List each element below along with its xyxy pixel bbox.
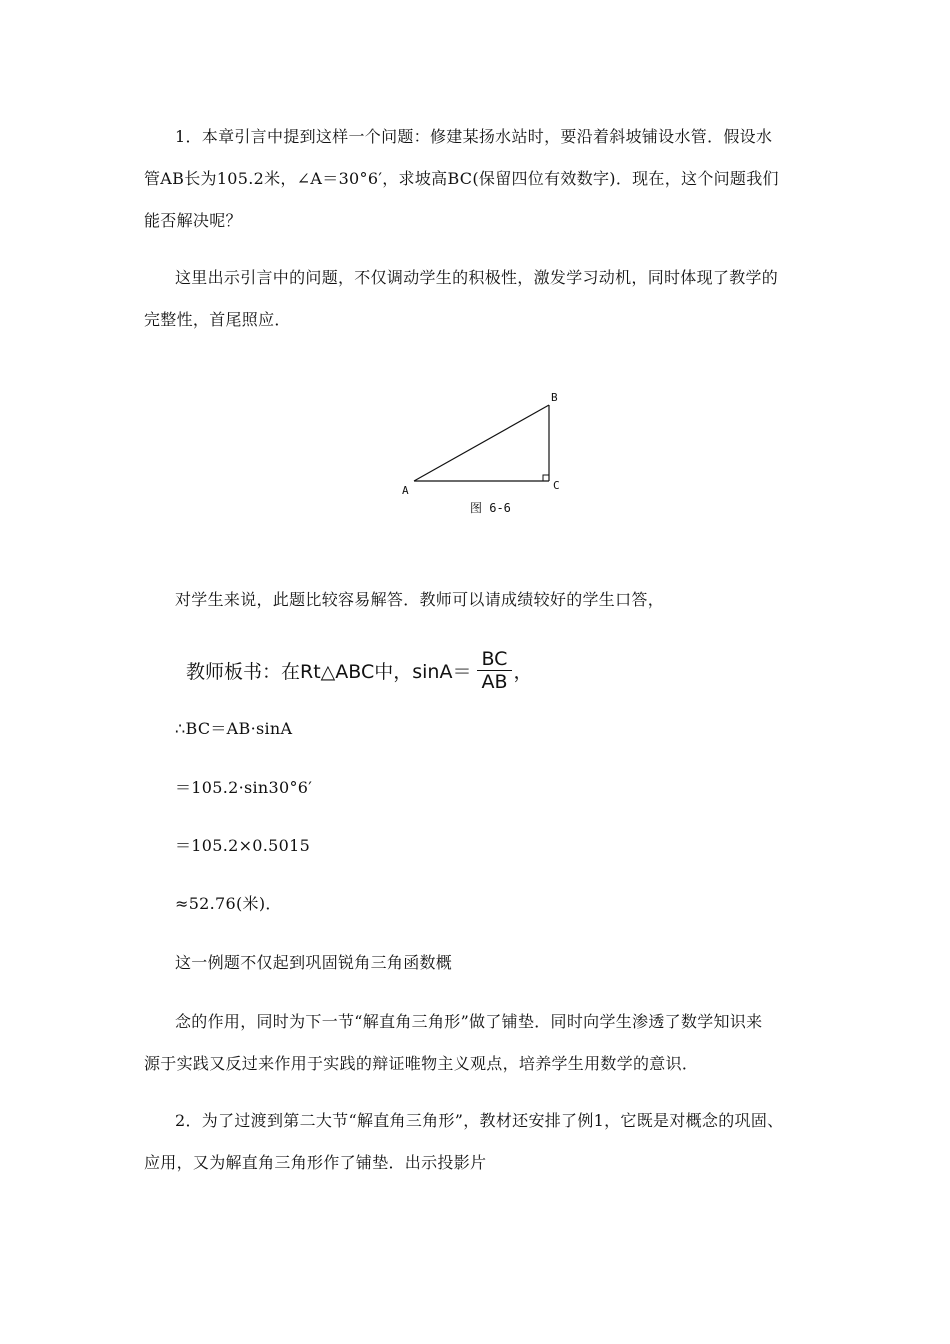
board-formula bbox=[186, 648, 533, 692]
paragraph-5-line-1: 念的作用，同时为下一节“解直角三角形”做了铺垫．同时向学生渗透了数学知识来 bbox=[175, 1012, 763, 1031]
board-suffix: ， bbox=[513, 660, 533, 683]
board-prefix: 教师板书：在Rt△ABC中， bbox=[186, 660, 413, 683]
solution-step-4: ≈52.76(米)． bbox=[175, 894, 282, 913]
paragraph-4-line-1: 这一例题不仅起到巩固锐角三角函数概 bbox=[175, 953, 453, 972]
paragraph-1-line-2: 管AB长为105.2米，∠A＝30°6′，求坡高BC(保留四位有效数字)．现在，这个问题我们 bbox=[144, 169, 779, 188]
board-func: sinA＝ bbox=[412, 660, 472, 683]
paragraph-3-line-1: 对学生来说，此题比较容易解答．教师可以请成绩较好的学生口答， bbox=[175, 590, 665, 609]
fraction-numerator: BC bbox=[481, 647, 508, 670]
paragraph-1-line-3: 能否解决呢？ bbox=[144, 211, 242, 230]
paragraph-5-line-2: 源于实践又反过来作用于实践的辩证唯物主义观点，培养学生用数学的意识． bbox=[144, 1054, 699, 1073]
solution-step-1: ∴BC＝AB·sinA bbox=[175, 719, 293, 738]
vertex-label-c: C bbox=[553, 479, 560, 492]
hypotenuse-ab bbox=[414, 405, 549, 481]
figure-caption: 图 6-6 bbox=[470, 501, 511, 515]
paragraph-2-line-2: 完整性，首尾照应． bbox=[144, 310, 291, 329]
paragraph-2-line-1: 这里出示引言中的问题，不仅调动学生的积极性，激发学习动机，同时体现了教学的 bbox=[175, 268, 779, 287]
paragraph-1-line-1: 1．本章引言中提到这样一个问题：修建某扬水站时，要沿着斜坡铺设水管．假设水 bbox=[175, 127, 773, 146]
solution-step-3: ＝105.2×0.5015 bbox=[175, 836, 311, 855]
paragraph-6-line-1: 2．为了过渡到第二大节“解直角三角形”，教材还安排了例1，它既是对概念的巩固、 bbox=[175, 1111, 784, 1130]
vertex-label-b: B bbox=[551, 391, 558, 404]
vertex-label-a: A bbox=[402, 484, 409, 497]
fraction-denominator: AB bbox=[477, 670, 511, 692]
fraction bbox=[477, 649, 511, 692]
solution-step-2: ＝105.2·sin30°6′ bbox=[175, 778, 313, 797]
right-angle-marker bbox=[543, 475, 549, 481]
paragraph-6-line-2: 应用，又为解直角三角形作了铺垫．出示投影片 bbox=[144, 1153, 487, 1172]
